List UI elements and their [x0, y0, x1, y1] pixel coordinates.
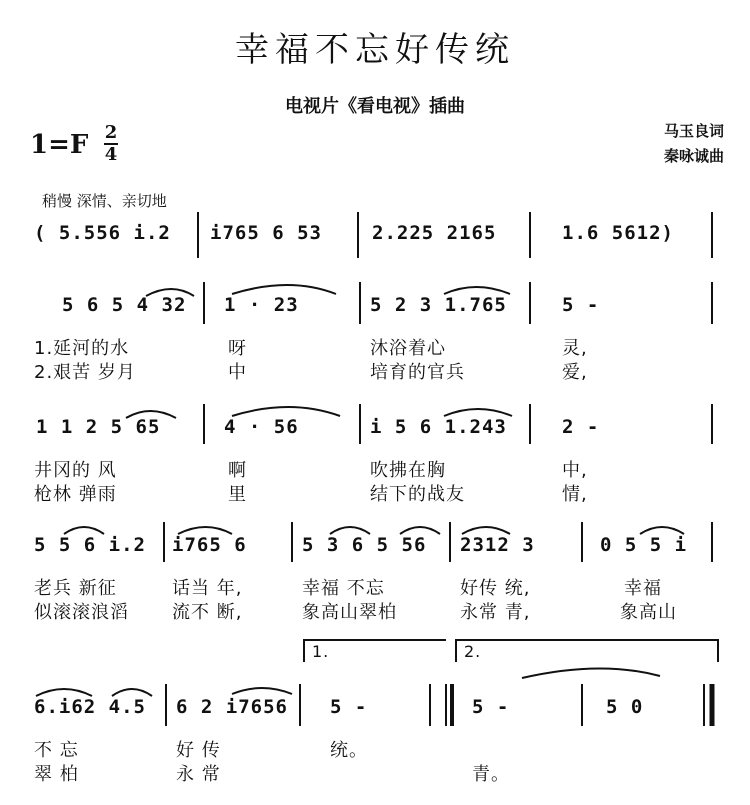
measure: 5 5 6 i.2 — [34, 534, 146, 556]
lyric: 里 — [228, 484, 247, 505]
lyric: 1.延河的水 — [34, 338, 130, 359]
first-ending-label: 1. — [312, 642, 330, 661]
meter-denominator: 4 — [104, 144, 118, 165]
lyric: 中, — [562, 460, 588, 481]
lyric: 统。 — [330, 740, 368, 761]
lyric: 好传 统, — [460, 578, 531, 599]
measure: 5 0 — [606, 696, 644, 718]
tempo-marking: 稍慢 深情、亲切地 — [42, 192, 167, 210]
lyric: 青。 — [472, 764, 510, 785]
second-ending-label: 2. — [464, 642, 482, 661]
lyric: 沐浴着心 — [370, 338, 446, 359]
measure: 5 2 3 1.765 — [370, 294, 507, 316]
lyric: 永 常 — [176, 764, 221, 785]
lyric: 中 — [228, 362, 247, 383]
song-subtitle: 电视片《看电视》插曲 — [285, 96, 465, 117]
lyric: 永常 青, — [460, 602, 531, 623]
measure: 5 - — [330, 696, 368, 718]
lyric: 翠 柏 — [34, 764, 79, 785]
lyric: 幸福 不忘 — [302, 578, 385, 599]
lyric: 似滚滚浪滔 — [34, 602, 129, 623]
measure: 2.225 2165 — [372, 222, 497, 244]
meter-numerator: 2 — [104, 122, 118, 143]
lyric: 爱, — [562, 362, 588, 383]
lyric: 枪林 弹雨 — [34, 484, 117, 505]
lyric: 2.艰苦 岁月 — [34, 362, 136, 383]
measure: i765 6 — [172, 534, 247, 556]
lyric: 象高山翠柏 — [302, 602, 397, 623]
lyric: 情, — [562, 484, 588, 505]
lyric: 象高山 — [620, 602, 677, 623]
measure: 5 6 5 4 32 — [62, 294, 187, 316]
lyricist-credit: 马玉良词 — [663, 122, 724, 140]
lyric: 吹拂在胸 — [370, 460, 446, 481]
key-signature: 1=F — [30, 130, 89, 160]
song-title: 幸福不忘好传统 — [235, 30, 515, 70]
lyric: 培育的官兵 — [370, 362, 465, 383]
measure: 2312 3 — [460, 534, 535, 556]
measure: 1.6 5612) — [562, 222, 674, 244]
measure: 0 5 5 i — [600, 534, 688, 556]
lyric: 呀 — [228, 338, 247, 359]
measure: i765 6 53 — [210, 222, 322, 244]
lyric: 流不 断, — [172, 602, 243, 623]
measure: 5 - — [562, 294, 600, 316]
measure: 6 2 i7656 — [176, 696, 288, 718]
lyric: 老兵 新征 — [34, 578, 117, 599]
measure: 1 1 2 5 65 — [36, 416, 161, 438]
lyric: 不 忘 — [34, 740, 79, 761]
measure: 2 - — [562, 416, 600, 438]
measure: ( 5.556 i.2 — [34, 222, 171, 244]
measure: 1 · 23 — [224, 294, 299, 316]
lyric: 灵, — [562, 338, 588, 359]
composer-credit: 秦咏诚曲 — [663, 147, 724, 165]
measure: i 5 6 1.243 — [370, 416, 507, 438]
measure: 4 · 56 — [224, 416, 299, 438]
measure: 6.i62 4.5 — [34, 696, 146, 718]
lyric: 话当 年, — [172, 578, 243, 599]
lyric: 啊 — [228, 460, 247, 481]
lyric: 幸福 — [624, 578, 662, 599]
lyric: 结下的战友 — [370, 484, 465, 505]
lyric: 井冈的 风 — [34, 460, 117, 481]
lyric: 好 传 — [176, 740, 221, 761]
measure: 5 - — [472, 696, 510, 718]
measure: 5 3 6 5 56 — [302, 534, 427, 556]
